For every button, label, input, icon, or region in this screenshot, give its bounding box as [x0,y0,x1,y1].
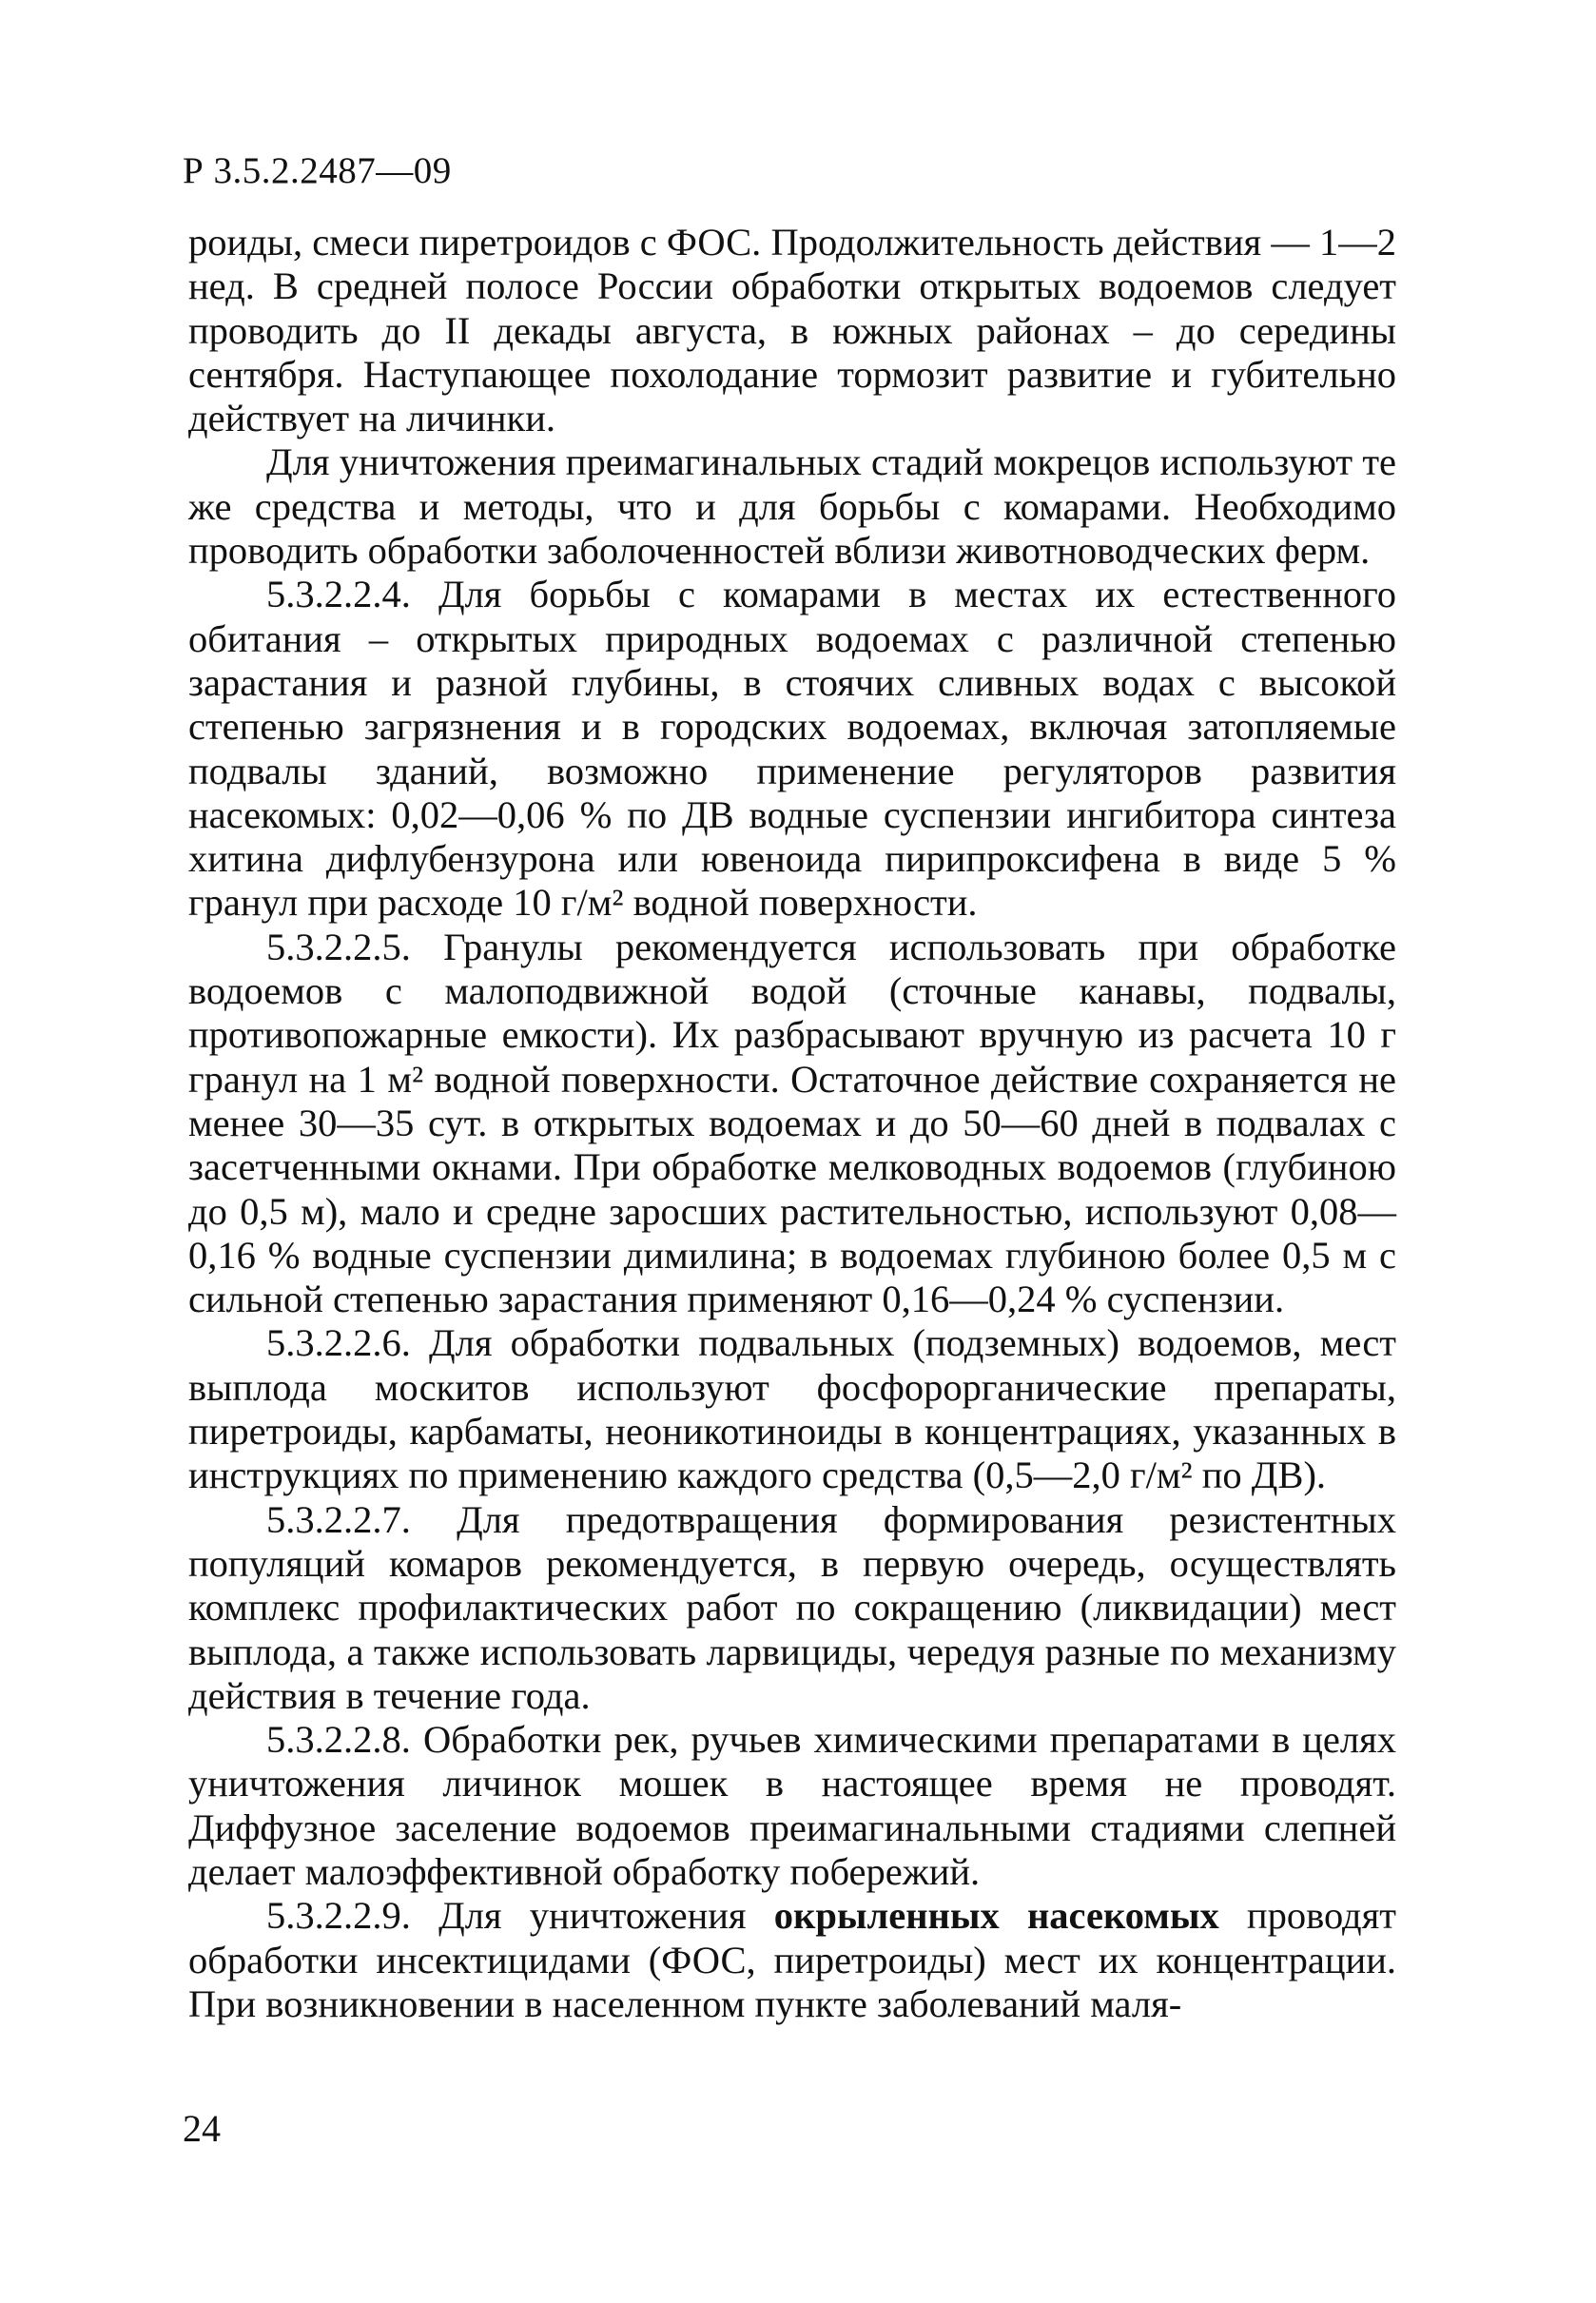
paragraph-continuation: роиды, смеси пиретроидов с ФОС. Продолжительность действия — 1—2 нед. В средней полосе России обработки открытых водоемов следует проводить до II декады августа, в южных районах – до середины сентября. Наступающее похолодание тормозит развитие и губительно действует на личинки. [188,221,1396,440]
paragraph-text-end: проводят обработки инсектицидами (ФОС, пиретроиды) мест их концентрации. При возникновении в населенном пункте заболеваний маля- [188,1894,1396,2025]
paragraph-text-start: 5.3.2.2.9. Для уничтожения [266,1894,774,1938]
paragraph-5-3-2-2-8: 5.3.2.2.8. Обработки рек, ручьев химическими препаратами в целях уничтожения личинок мошек в настоящее время не проводят. Диффузное заселение водоемов преимагинальными стадиями слепней делает малоэффективной обработку побережий. [188,1718,1396,1893]
document-body [188,221,1396,2026]
page-number: 24 [183,2107,221,2150]
paragraph-5-3-2-2-9 [188,1894,1396,2026]
bold-term: окрыленных насекомых [773,1894,1219,1938]
paragraph-5-3-2-2-5: 5.3.2.2.5. Гранулы рекомендуется использовать при обработке водоемов с малоподвижной водой (сточные канавы, подвалы, противопожарные емкости). Их разбрасывают вручную из расчета 10 г гранул на 1 м² водной поверхности. Остаточное действие сохраняется не менее 30—35 сут. в открытых водоемах и до 50—60 дней в подвалах с засетченными окнами. При обработке мелководных водоемов (глубиною до 0,5 м), мало и средне заросших растительностью, используют 0,08—0,16 % водные суспензии димилина; в водоемах глубиною более 0,5 м с сильной степенью зарастания применяют 0,16—0,24 % суспензии. [188,925,1396,1321]
paragraph-midges: Для уничтожения преимагинальных стадий мокрецов используют те же средства и методы, что и для борьбы с комарами. Необходимо проводить обработки заболоченностей вблизи животноводческих ферм. [188,440,1396,573]
paragraph-5-3-2-2-4: 5.3.2.2.4. Для борьбы с комарами в местах их естественного обитания – открытых природных водоемах с различной степенью зарастания и разной глубины, в стоячих сливных водах с высокой степенью загрязнения и в городских водоемах, включая затопляемые подвалы зданий, возможно применение регуляторов развития насекомых: 0,02—0,06 % по ДВ водные суспензии ингибитора синтеза хитина дифлубензурона или ювеноида пирипроксифена в виде 5 % гранул при расходе 10 г/м² водной поверхности. [188,573,1396,925]
document-header: Р 3.5.2.2487—09 [183,150,452,191]
paragraph-5-3-2-2-6: 5.3.2.2.6. Для обработки подвальных (подземных) водоемов, мест выплода москитов используют фосфорорганические препараты, пиретроиды, карбаматы, неоникотиноиды в концентрациях, указанных в инструкциях по применению каждого средства (0,5—2,0 г/м² по ДВ). [188,1321,1396,1497]
paragraph-5-3-2-2-7: 5.3.2.2.7. Для предотвращения формирования резистентных популяций комаров рекомендуется, в первую очередь, осуществлять комплекс профилактических работ по сокращению (ликвидации) мест выплода, а также использовать ларвициды, чередуя разные по механизму действия в течение года. [188,1497,1396,1717]
